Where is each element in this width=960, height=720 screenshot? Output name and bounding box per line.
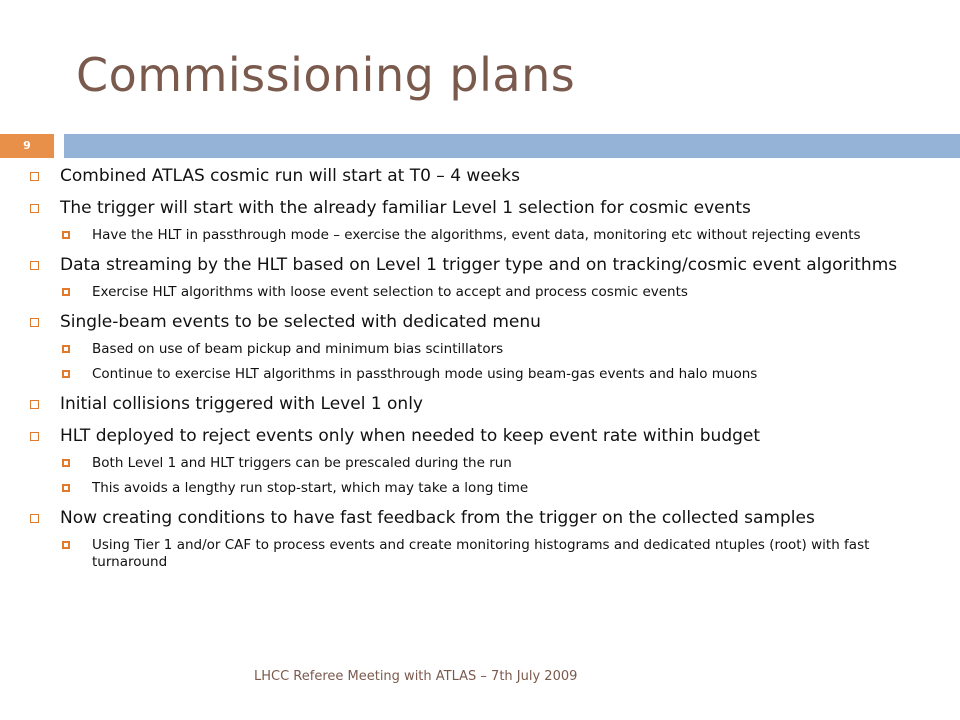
bullet-text: HLT deployed to reject events only when needed to keep event rate within budget [60, 426, 761, 446]
filled-square-bullet-icon [62, 459, 70, 467]
filled-square-bullet-icon [62, 370, 70, 378]
slide-footer: LHCC Referee Meeting with ATLAS – 7th July 2009 [254, 669, 578, 684]
bullet-text: Combined ATLAS cosmic run will start at T0 – 4 weeks [60, 166, 520, 186]
bullet-text: Data streaming by the HLT based on Level 1 trigger type and on tracking/cosmic event algorithms [60, 255, 898, 275]
sub-bullet-item [30, 366, 930, 383]
square-bullet-icon [30, 514, 39, 523]
page-number-badge: 9 [0, 134, 54, 158]
bullet-item [30, 198, 930, 219]
sub-bullet-text: Exercise HLT algorithms with loose event selection to accept and process cosmic events [92, 284, 688, 300]
filled-square-bullet-icon [62, 345, 70, 353]
bullet-text: Now creating conditions to have fast feedback from the trigger on the collected samples [60, 508, 815, 528]
sub-bullet-text: Have the HLT in passthrough mode – exercise the algorithms, event data, monitoring etc without rejecting events [92, 227, 861, 243]
sub-bullet-text: Continue to exercise HLT algorithms in passthrough mode using beam-gas events and halo muons [92, 366, 758, 382]
square-bullet-icon [30, 204, 39, 213]
bullet-item [30, 508, 930, 529]
bullet-item [30, 166, 930, 187]
square-bullet-icon [30, 261, 39, 270]
square-bullet-icon [30, 318, 39, 327]
sub-bullet-text: Based on use of beam pickup and minimum bias scintillators [92, 341, 504, 357]
sub-bullet-item [30, 341, 930, 358]
sub-bullet-item [30, 227, 930, 244]
filled-square-bullet-icon [62, 541, 70, 549]
square-bullet-icon [30, 432, 39, 441]
bullet-item [30, 394, 930, 415]
bullet-item [30, 255, 930, 276]
bullet-list [30, 166, 930, 571]
bullet-text: Initial collisions triggered with Level 1 only [60, 394, 423, 414]
header-bar [64, 134, 960, 158]
filled-square-bullet-icon [62, 484, 70, 492]
filled-square-bullet-icon [62, 231, 70, 239]
bullet-text: The trigger will start with the already familiar Level 1 selection for cosmic events [60, 198, 751, 218]
sub-bullet-item [30, 537, 930, 571]
sub-bullet-item [30, 284, 930, 301]
bullet-item [30, 426, 930, 447]
sub-bullet-item [30, 455, 930, 472]
bullet-text: Single-beam events to be selected with dedicated menu [60, 312, 541, 332]
bullet-item [30, 312, 930, 333]
filled-square-bullet-icon [62, 288, 70, 296]
sub-bullet-text: This avoids a lengthy run stop-start, which may take a long time [92, 480, 529, 496]
sub-bullet-item [30, 480, 930, 497]
slide-title: Commissioning plans [76, 48, 576, 102]
sub-bullet-text: Using Tier 1 and/or CAF to process events and create monitoring histograms and dedicated ntuples (root) with fast turnaround [92, 537, 870, 570]
square-bullet-icon [30, 400, 39, 409]
sub-bullet-text: Both Level 1 and HLT triggers can be prescaled during the run [92, 455, 512, 471]
square-bullet-icon [30, 172, 39, 181]
